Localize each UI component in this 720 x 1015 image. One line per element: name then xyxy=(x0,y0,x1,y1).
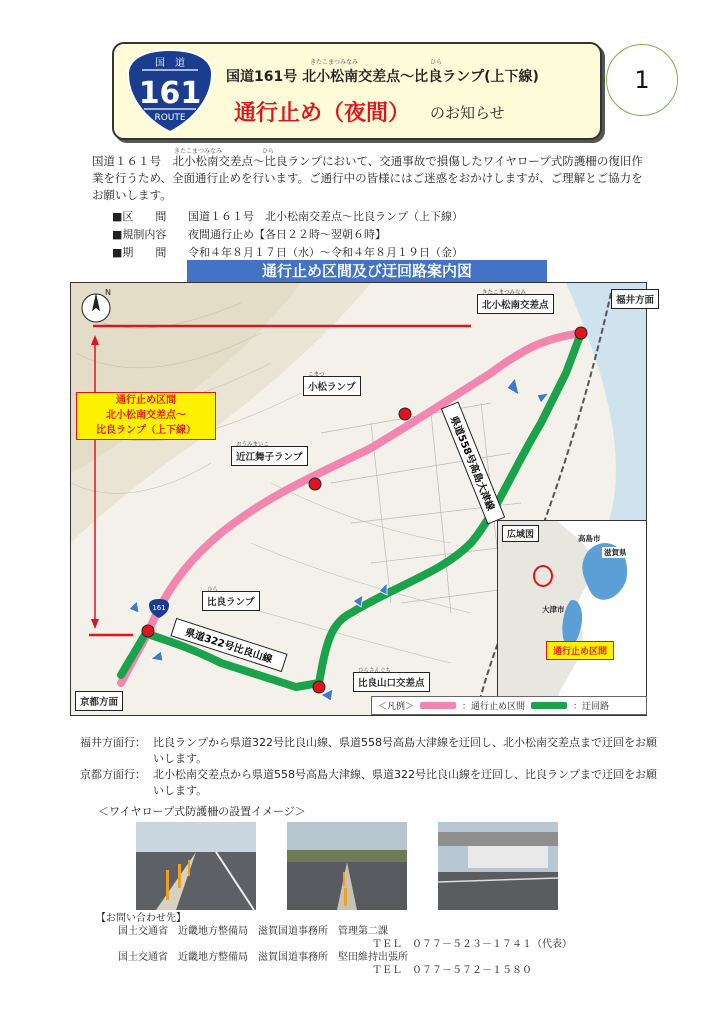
inset-closure-label: 通行止め区間 xyxy=(546,641,614,660)
ruby-text: こまつ xyxy=(308,372,325,378)
closure-callout-line: 通行止め区間 xyxy=(116,395,176,406)
wire-rope-photo-2 xyxy=(287,822,407,910)
shield-number: 161 xyxy=(138,76,202,111)
ruby-text: おうみまいこ xyxy=(236,442,270,448)
map-banner: 通行止め区間及び迂回路案内図 xyxy=(187,260,547,282)
fukui-direction-label: 福井方面 xyxy=(611,289,659,309)
legend-closure-swatch xyxy=(420,702,456,709)
komatsu-ramp-label xyxy=(303,372,361,396)
detail-value: 国道１６１号 北小松南交差点～比良ランプ（上下線） xyxy=(188,210,463,223)
inset-shiga-label: 滋賀県 xyxy=(604,548,627,557)
page-number-badge: 1 xyxy=(606,44,678,116)
kitakomatsu-minami-label xyxy=(477,290,554,314)
ruby-text: きたこまつみなみ xyxy=(482,290,527,296)
detail-row-section xyxy=(112,208,463,226)
detail-label: ■規制内容 xyxy=(112,228,167,241)
route-161-marker: 161 xyxy=(152,604,166,612)
closure-callout xyxy=(76,392,216,440)
closure-callout-line: 北小松南交差点～ xyxy=(106,410,186,421)
intro-paragraph: 国道１６１号 北小松南交差点～比良ランプにおいて、交通事故で損傷したワイヤロープ式防護柵の復旧作業を行うため、全面通行止めを行います。ご通行中の皆様にはご迷惑をおかけしますが、ご理解とご協力をお願いします。 xyxy=(92,154,643,202)
detour-kyoto xyxy=(80,767,660,799)
page-title-suffix: のお知らせ xyxy=(430,104,505,122)
wire-rope-photo-1 xyxy=(136,822,256,910)
ruby-hira: ひら xyxy=(430,59,443,66)
route-161-shield-icon xyxy=(124,48,216,134)
inset-title: 広域図 xyxy=(502,525,539,542)
label-text: 小松ランプ xyxy=(308,382,356,393)
contact-info xyxy=(96,912,572,977)
shield-top-text: 国 道 xyxy=(155,58,185,69)
detour-text: 北小松南交差点から県道558号高島大津線、県道322号比良山線を迂回し、比良ランプまで迂回をお願いします。 xyxy=(153,768,657,797)
road-322-label: 県道322号比良山線 xyxy=(183,627,274,666)
contact-line: 国土交通省 近畿地方整備局 滋賀国道事務所 管理第二課 xyxy=(118,926,388,937)
contact-line: 国土交通省 近畿地方整備局 滋賀国道事務所 堅田維持出張所 xyxy=(118,952,408,963)
svg-text:N: N xyxy=(105,288,111,297)
wire-rope-photo-3 xyxy=(438,822,558,910)
shield-bottom-text: ROUTE xyxy=(154,113,186,123)
detour-direction: 京都方面行： xyxy=(80,768,146,781)
legend-closure-text: ：通行止め区間 xyxy=(462,702,526,712)
closure-details xyxy=(112,208,463,262)
route-map xyxy=(70,282,655,716)
detour-instructions xyxy=(80,735,660,799)
omimaiko-ramp-label xyxy=(231,442,308,466)
ruby-intro-hira: ひら xyxy=(262,148,275,155)
contact-phone: ＴＥＬ ０７７－５２３－１７４１（代表） xyxy=(372,939,572,950)
detail-value: 令和４年８月１７日（水）～令和４年８月１９日（金） xyxy=(188,246,463,259)
legend-prefix: ＜凡例＞ xyxy=(378,702,415,712)
label-text: 近江舞子ランプ xyxy=(236,452,303,463)
hirasanguchi-label xyxy=(353,668,430,692)
hira-ramp-label xyxy=(202,587,260,611)
wide-area-inset-map xyxy=(497,520,647,697)
detail-label: ■区 間 xyxy=(112,210,167,223)
ruby-text: ひら xyxy=(207,587,219,593)
ruby-intro-kitakomatsuminami: きたこまつみなみ xyxy=(174,148,223,155)
closure-callout-line: 比良ランプ（上下線） xyxy=(96,425,196,436)
kyoto-direction-label: 京都方面 xyxy=(75,691,123,711)
map-legend xyxy=(371,696,647,715)
detour-direction: 福井方面行： xyxy=(80,736,146,749)
road-558-label: 県道558号高島大津線 xyxy=(447,414,496,513)
label-text: 比良山口交差点 xyxy=(358,678,425,689)
label-text: 比良ランプ xyxy=(207,597,255,608)
detour-text: 比良ランプから県道322号比良山線、県道558号高島大津線を迂回し、北小松南交差点まで迂回をお願いします。 xyxy=(153,736,657,765)
detail-row-restriction xyxy=(112,226,463,244)
contact-phone: ＴＥＬ ０７７－５７２－１５８０ xyxy=(372,965,532,976)
header-route-line: 国道161号 北小松南交差点～比良ランプ(上下線) xyxy=(226,69,539,85)
wire-rope-caption: ＜ワイヤロープ式防護柵の設置イメージ＞ xyxy=(98,805,306,818)
ruby-kitakomatsuminami: きたこまつみなみ xyxy=(310,59,359,66)
ruby-text: ひらさんぐち xyxy=(358,668,392,674)
detail-value: 夜間通行止め【各日２２時～翌朝６時】 xyxy=(188,228,386,241)
contact-heading: 【お問い合わせ先】 xyxy=(96,913,186,924)
legend-detour-text: ：迂回路 xyxy=(573,702,610,712)
label-text: 北小松南交差点 xyxy=(482,300,549,311)
notice-header xyxy=(112,42,602,140)
legend-detour-swatch xyxy=(531,702,567,709)
inset-takashima-label: 高島市 xyxy=(578,534,601,543)
detour-fukui xyxy=(80,735,660,767)
inset-otsu-label: 大津市 xyxy=(542,605,565,614)
page-title: 通行止め（夜間） xyxy=(234,101,411,126)
detail-label: ■期 間 xyxy=(112,246,167,259)
